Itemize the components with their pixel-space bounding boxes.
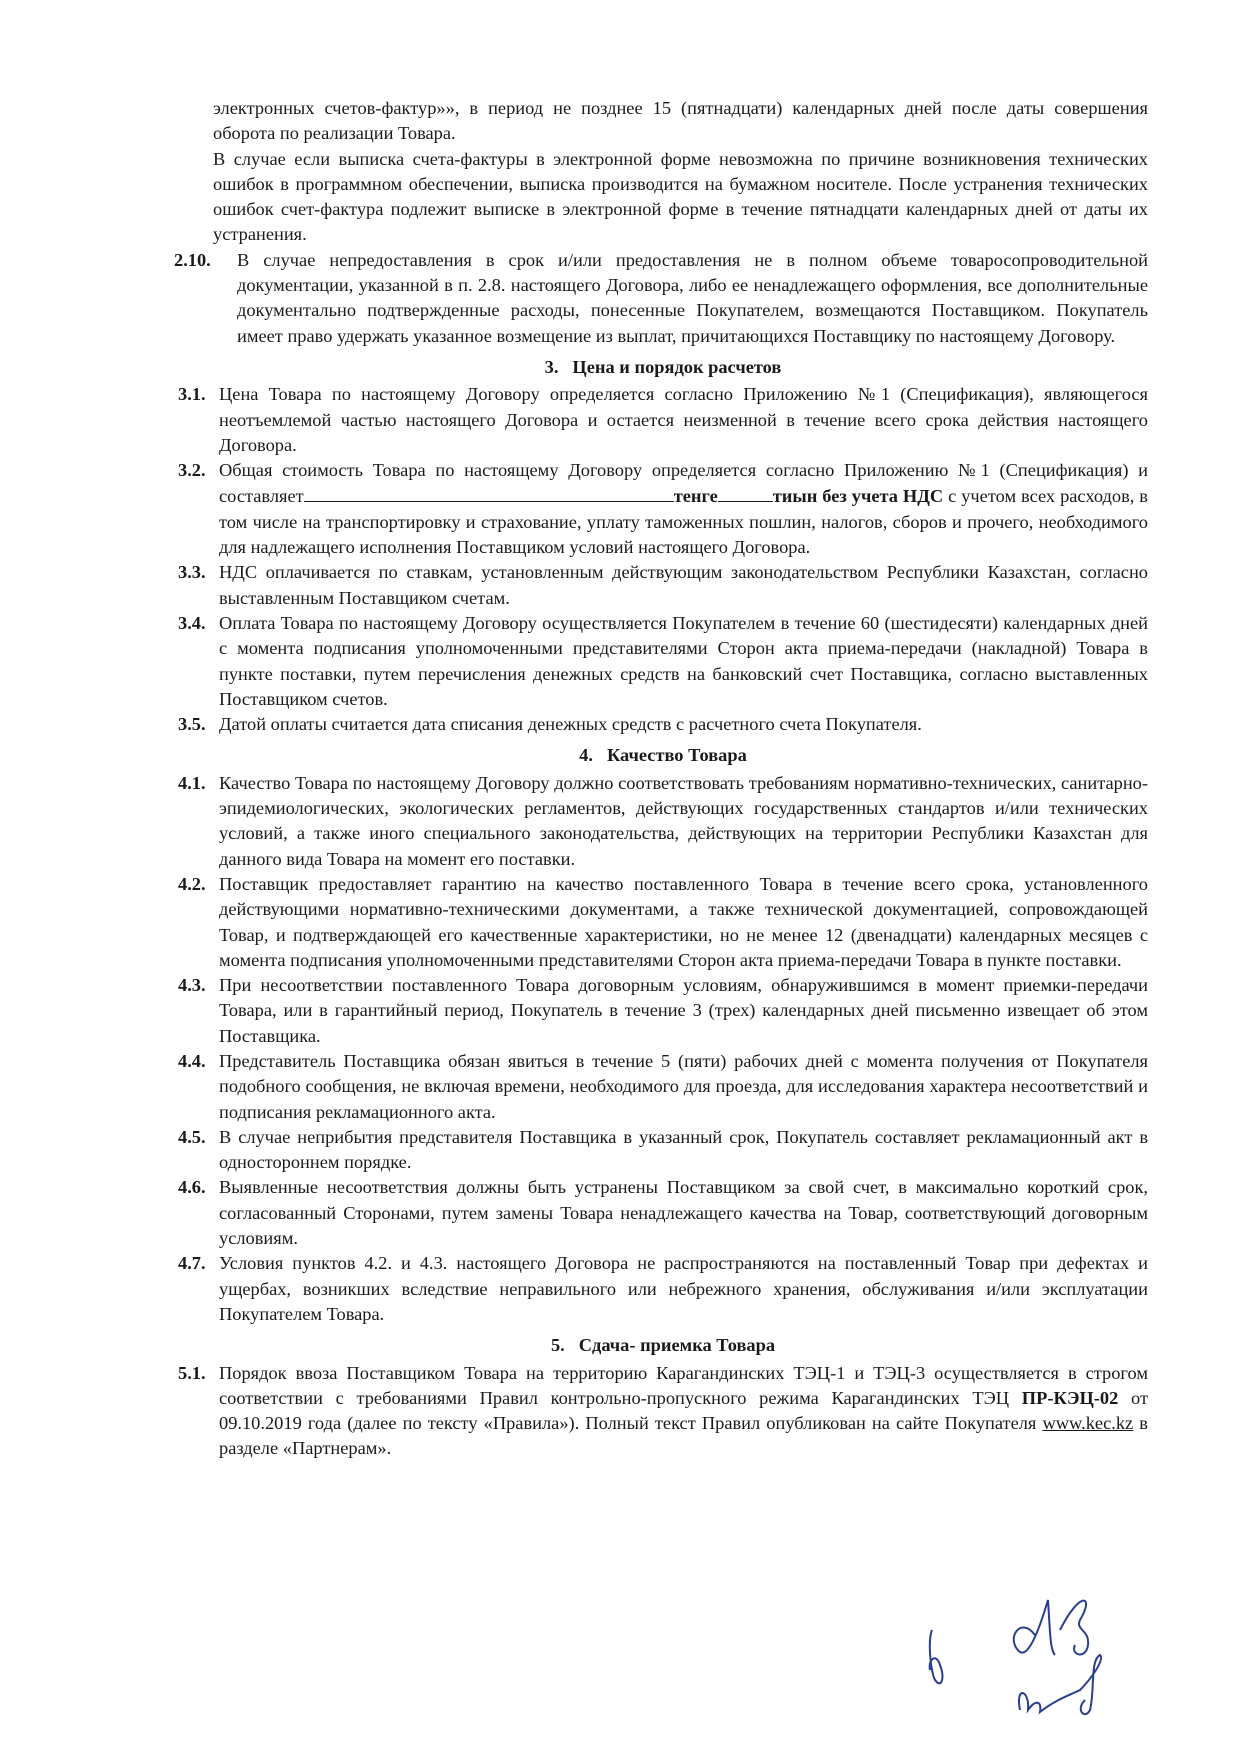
section-title: Сдача- приемка Товара: [578, 1335, 776, 1356]
clause-text-part: в разделе «Партнерам».: [219, 1413, 1148, 1459]
clause-text: Оплата Товара по настоящему Договору осуществляется Покупателем в течение 60 (шестидесяти) календарных дней с момента подписания уполномоченными представителями Сторон акта приема-передачи (накладной) Товара в пункте поставки, путем перечисления денежных средств на банковский счет Поставщика, согласно выставленных Поставщиком счетов.: [219, 612, 1148, 709]
clause-text-part: от 09.10.2019 года (далее по тексту «Правила»). Полный текст Правил опубликован на сайте Покупателя: [219, 1387, 1148, 1434]
clause-3-4: [178, 611, 1148, 712]
clause-3-2: [178, 458, 1148, 560]
clause-text: В случае неприбытия представителя Поставщика в указанный срок, Покупатель составляет рекламационный акт в одностороннем порядке.: [219, 1126, 1148, 1173]
currency-tenge: тенге: [673, 486, 718, 507]
clause-text: [219, 1361, 1148, 1462]
clause-4-7: [178, 1251, 1148, 1327]
clause-number: 4.1.: [178, 772, 206, 793]
clause-3-3: [178, 560, 1148, 611]
clause-2-10: [174, 248, 1148, 349]
clause-number: 3.3.: [178, 562, 206, 583]
section-number: 5.: [550, 1335, 565, 1356]
clause-text: Цена Товара по настоящему Договору определяется согласно Приложению №1 (Спецификация), являющегося неотъемлемой частью настоящего Договора и остается неизменной в течение всего срока действия настоящего Договора.: [219, 384, 1148, 455]
section-title: Цена и порядок расчетов: [572, 356, 782, 377]
clause-number: 3.1.: [178, 384, 206, 405]
clause-text: Выявленные несоответствия должны быть устранены Поставщиком за свой счет, в максимально короткий срок, согласованный Сторонами, путем замены Товара ненадлежащего качества на Товар, соответствующий договорным условиям.: [219, 1177, 1148, 1249]
clause-text-part: Общая стоимость Товара по настоящему Договору определяется согласно Приложению №1 (Спецификация) и составляет: [219, 460, 1148, 507]
currency-tiyn: тиын без учета НДС: [772, 486, 944, 507]
clause-4-2: [178, 872, 1148, 973]
clause-number: 5.1.: [178, 1362, 206, 1383]
clause-text: НДС оплачивается по ставкам, установленным действующим законодательством Республики Казахстан, согласно выставленным Поставщиком счетам.: [219, 562, 1148, 608]
contract-text: [174, 96, 1148, 1462]
clause-number: 3.5.: [178, 714, 206, 735]
section-5-heading: [178, 1333, 1148, 1358]
clause-text: В случае непредоставления в срок и/или предоставления не в полном объеме товаросопроводительной документации, указанной в п. 2.8. настоящего Договора, либо ее ненадлежащего оформления, все дополнительные документально подтвержденные расходы, понесенные Покупателем, возмещаются Поставщиком. Покупатель имеет право удержать указанное возмещение из выплат, причитающихся Поставщику по настоящему Договору.: [237, 249, 1148, 346]
clause-text: Датой оплаты считается дата списания денежных средств с расчетного счета Покупателя.: [219, 714, 922, 735]
amount-blank[interactable]: [304, 483, 674, 502]
clause-3-5: [178, 712, 1148, 737]
clause-text-part: с учетом всех расходов, в том числе на транспортировку и страхование, уплату таможенных пошлин, налогов, сборов и прочего, необходимого для надлежащего исполнения Поставщиком условий настоящего Договора.: [219, 486, 1148, 558]
signature-initial-1: [930, 1630, 943, 1683]
clause-text: Поставщик предоставляет гарантию на качество поставленного Товара в течение всего срока, установленного действующими нормативно-техническими документами, а также технической документацией, сопровождающей Товар, и подтверждающей его качественные характеристики, но не менее 12 (двенадцати) календарных месяцев с момента подписания уполномоченными представителями Сторон акта приема-передачи Товара в пункте поставки.: [219, 873, 1148, 970]
signatures: [910, 1560, 1160, 1730]
clause-number: 4.4.: [178, 1050, 206, 1071]
clause-text: Представитель Поставщика обязан явиться в течение 5 (пяти) рабочих дней с момента получения от Покупателя подобного сообщения, не включая времени, необходимого для проезда, для исследования характера несоответствий и подписания рекламационного акта.: [219, 1050, 1148, 1122]
rules-code: ПР-КЭЦ-02: [1021, 1387, 1119, 1408]
clause-4-6: [178, 1175, 1148, 1251]
clause-number: 4.5.: [178, 1126, 206, 1147]
section-number: 3.: [544, 356, 559, 377]
clause-4-1: [178, 771, 1148, 872]
clause-number: 4.3.: [178, 975, 206, 996]
clause-4-5: [178, 1125, 1148, 1176]
section-number: 4.: [579, 745, 593, 766]
tiyn-blank[interactable]: [718, 483, 773, 502]
clause-text: [219, 458, 1148, 560]
clause-number: 4.2.: [178, 873, 206, 894]
clause-number: 4.6.: [178, 1177, 206, 1198]
section-3-heading: [178, 355, 1148, 380]
clause-3-1: [178, 382, 1148, 458]
section-4-heading: [178, 743, 1148, 768]
clause-4-3: [178, 973, 1148, 1049]
clause-number: 3.2.: [178, 460, 206, 481]
intro-paragraph-2: В случае если выписка счета-фактуры в электронной форме невозможна по причине возникновения технических ошибок в программном обеспечении, выписка производится на бумажном носителе. После устранения технических ошибок счет-фактура подлежит выписке в электронной форме в течение пятнадцати календарных дней от даты их устранения.: [213, 148, 1148, 245]
clause-number: 3.4.: [178, 612, 206, 633]
clause-text-part: Порядок ввоза Поставщиком Товара на территорию Карагандинских ТЭЦ-1 и ТЭЦ-3 осуществляется в строгом соответствии с требованиями Правил контрольно-пропускного режима Карагандинских ТЭЦ: [219, 1362, 1148, 1408]
website-link[interactable]: www.kec.kz: [1042, 1413, 1134, 1434]
intro-paragraph-1: электронных счетов-фактур»», в период не позднее 15 (пятнадцати) календарных дней после даты совершения оборота по реализации Товара.: [213, 98, 1148, 144]
section-title: Качество Товара: [606, 745, 747, 766]
clause-text: Условия пунктов 4.2. и 4.3. настоящего Договора не распространяются на поставленный Товар при дефектах и ущербах, возникших вследствие неправильного или небрежного хранения, обслуживания и/или эксплуатации Покупателем Товара.: [219, 1253, 1148, 1324]
clause-number: 2.10.: [174, 249, 211, 270]
clause-number: 4.7.: [178, 1253, 206, 1274]
clause-5-1: [178, 1361, 1148, 1462]
signature-initials: [1014, 1600, 1088, 1655]
clause-4-4: [178, 1049, 1148, 1125]
clause-text: Качество Товара по настоящему Договору должно соответствовать требованиям нормативно-технических, санитарно-эпидемиологических, экологических регламентов, действующих государственных стандартов и/или технических условий, а также иного специального законодательства, действующих на территории Республики Казахстан для данного вида Товара на момент его поставки.: [219, 772, 1148, 869]
signature-lower: [1019, 1655, 1101, 1714]
clause-text: При несоответствии поставленного Товара договорным условиям, обнаружившимся в момент приемки-передачи Товара, или в гарантийный период, Покупатель в течение 3 (трех) календарных дней письменно извещает об этом Поставщика.: [219, 975, 1148, 1046]
